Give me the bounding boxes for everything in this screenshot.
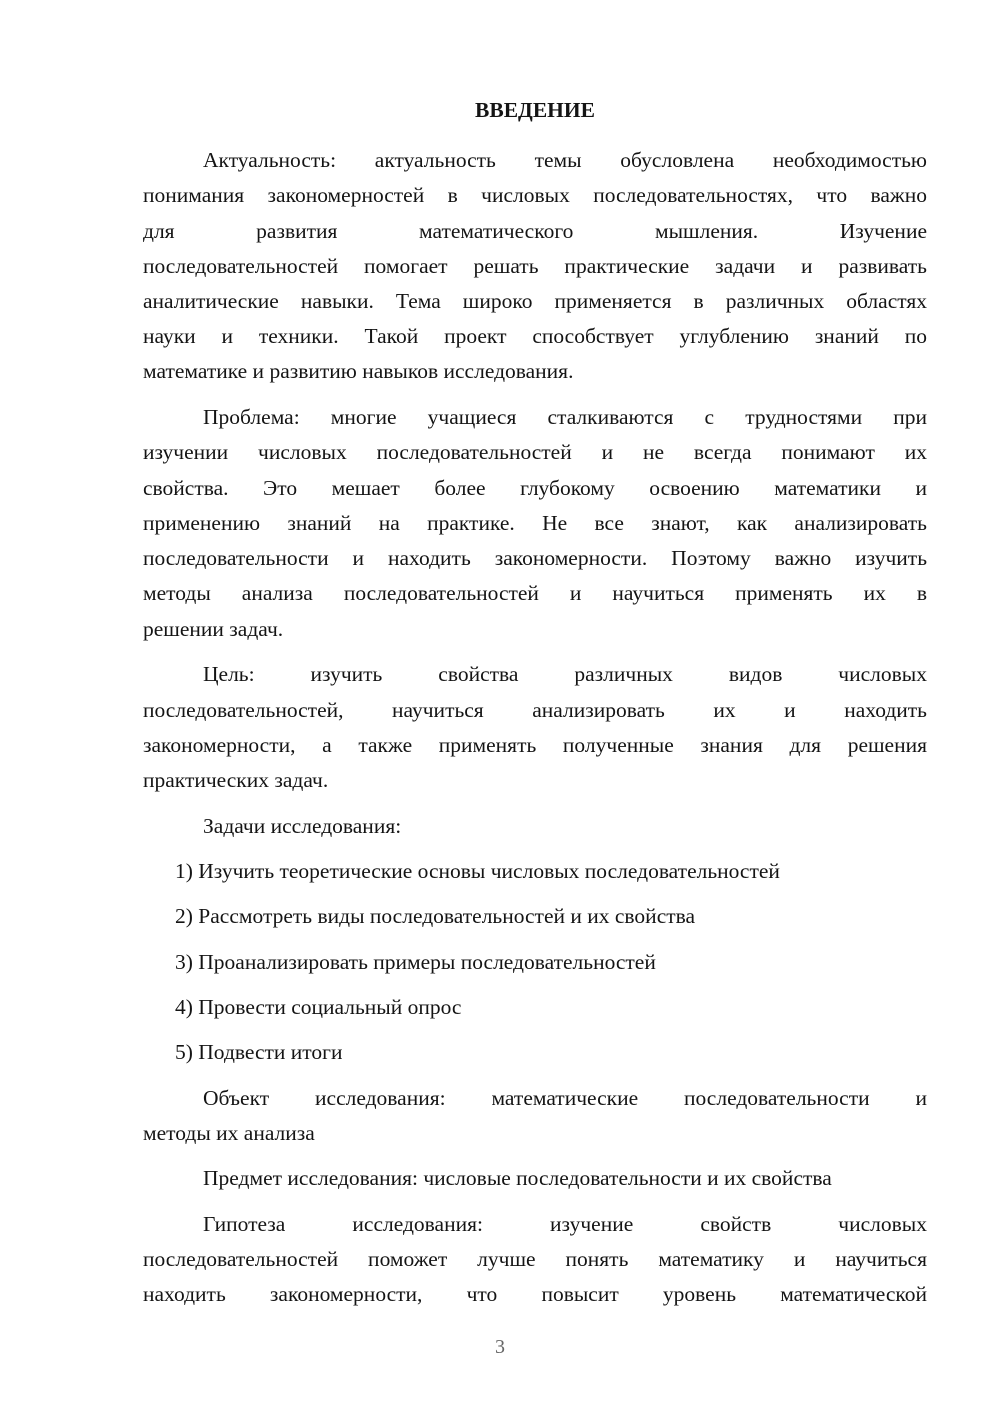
problem-line: Проблема: многие учащиеся сталкиваются с трудностями при [203,405,927,429]
problem-line: последовательности и находить закономерности. Поэтому важно изучить [143,546,927,570]
hypothesis-line: последовательностей поможет лучше понять математику и научиться [143,1247,927,1271]
object-line: Объект исследования: математические последовательности и [203,1086,927,1110]
relevance-line: Актуальность: актуальность темы обусловлена необходимостью [203,148,927,172]
goal-line: закономерности, а также применять полученные знания для решения [143,733,927,757]
task-item: 2) Рассмотреть виды последовательностей и их свойства [175,904,696,928]
task-item: 5) Подвести итоги [175,1040,343,1064]
task-item: 4) Провести социальный опрос [175,995,462,1019]
page-title: ВВЕДЕНИЕ [475,98,595,122]
problem-line: изучении числовых последовательностей и не всегда понимают их [143,440,927,464]
relevance-line: аналитические навыки. Тема широко применяется в различных областях [143,289,927,313]
relevance-line: последовательностей помогает решать практические задачи и развивать [143,254,927,278]
task-item: 3) Проанализировать примеры последовательностей [175,950,656,974]
problem-line: методы анализа последовательностей и научиться применять их в [143,581,927,605]
relevance-line: математике и развитию навыков исследования. [143,359,574,383]
task-item: 1) Изучить теоретические основы числовых последовательностей [175,859,780,883]
relevance-line: науки и техники. Такой проект способствует углублению знаний по [143,324,927,348]
problem-line: решении задач. [143,617,284,641]
problem-line: свойства. Это мешает более глубокому освоению математики и [143,476,927,500]
relevance-line: для развития математического мышления. Изучение [143,219,927,243]
hypothesis-line: Гипотеза исследования: изучение свойств числовых [203,1212,927,1236]
goal-line: Цель: изучить свойства различных видов числовых [203,662,927,686]
goal-line: практических задач. [143,768,329,792]
object-line: методы их анализа [143,1121,315,1145]
page-number: 3 [495,1336,505,1358]
subject-line: Предмет исследования: числовые последовательности и их свойства [203,1166,832,1190]
tasks-heading: Задачи исследования: [203,814,402,838]
goal-line: последовательностей, научиться анализировать их и находить [143,698,927,722]
hypothesis-line: находить закономерности, что повысит уровень математической [143,1282,927,1306]
relevance-line: понимания закономерностей в числовых последовательностях, что важно [143,183,927,207]
problem-line: применению знаний на практике. Не все знают, как анализировать [143,511,927,535]
